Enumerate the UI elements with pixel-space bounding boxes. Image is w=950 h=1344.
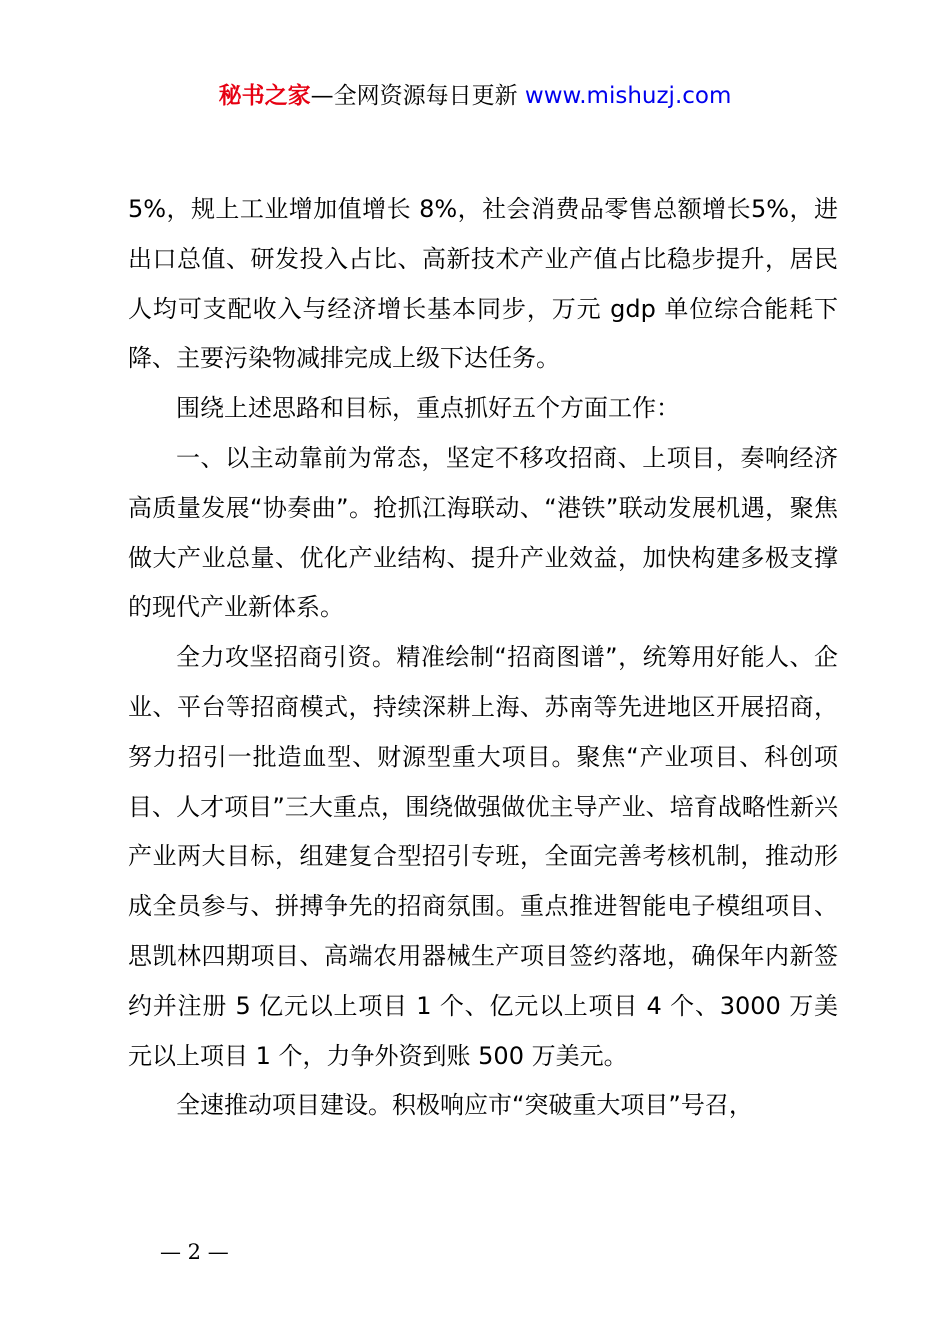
- paragraph-intro: 围绕上述思路和目标，重点抓好五个方面工作：: [176, 394, 680, 423]
- document-body: [128, 185, 838, 1131]
- header-slogan: —全网资源每日更新: [310, 83, 518, 109]
- paragraph-section-one: 一、以主动靠前为常态，坚定不移攻招商、上项目，奏响经济高质量发展“协奏曲”。抢抓江海联动、“港铁”联动发展机遇，聚焦做大产业总量、优化产业结构、提升产业效益，加快构建多极支撑的现代产业新体系。: [128, 443, 838, 622]
- page-number: — 2 —: [160, 1240, 229, 1264]
- paragraph-investment: 全力攻坚招商引资。精准绘制“招商图谱”，统筹用好能人、企业、平台等招商模式，持续深耕上海、苏南等先进地区开展招商，努力招引一批造血型、财源型重大项目。聚焦“产业项目、科创项目、人才项目”三大重点，围绕做强做优主导产业、培育战略性新兴产业两大目标，组建复合型招引专班，全面完善考核机制，推动形成全员参与、拼搏争先的招商氛围。重点推进智能电子模组项目、思凯林四期项目、高端农用器械生产项目签约落地，确保年内新签约并注册 5 亿元以上项目 1 个、亿元以上项目 4 个、3000 万美元以上项目 1 个，力争外资到账 500 万美元。: [128, 643, 838, 1070]
- paragraph-continued: 5%，规上工业增加值增长 8%，社会消费品零售总额增长5%，进出口总值、研发投入占比、高新技术产业产值占比稳步提升，居民人均可支配收入与经济增长基本同步，万元 gdp 单位综合能耗下降、主要污染物减排完成上级下达任务。: [128, 195, 838, 373]
- paragraph-projects: 全速推动项目建设。积极响应市“突破重大项目”号召，: [176, 1091, 753, 1120]
- page-header: [0, 80, 950, 112]
- brand-name: 秘书之家: [218, 83, 311, 109]
- website-url[interactable]: www.mishuzj.com: [524, 83, 732, 109]
